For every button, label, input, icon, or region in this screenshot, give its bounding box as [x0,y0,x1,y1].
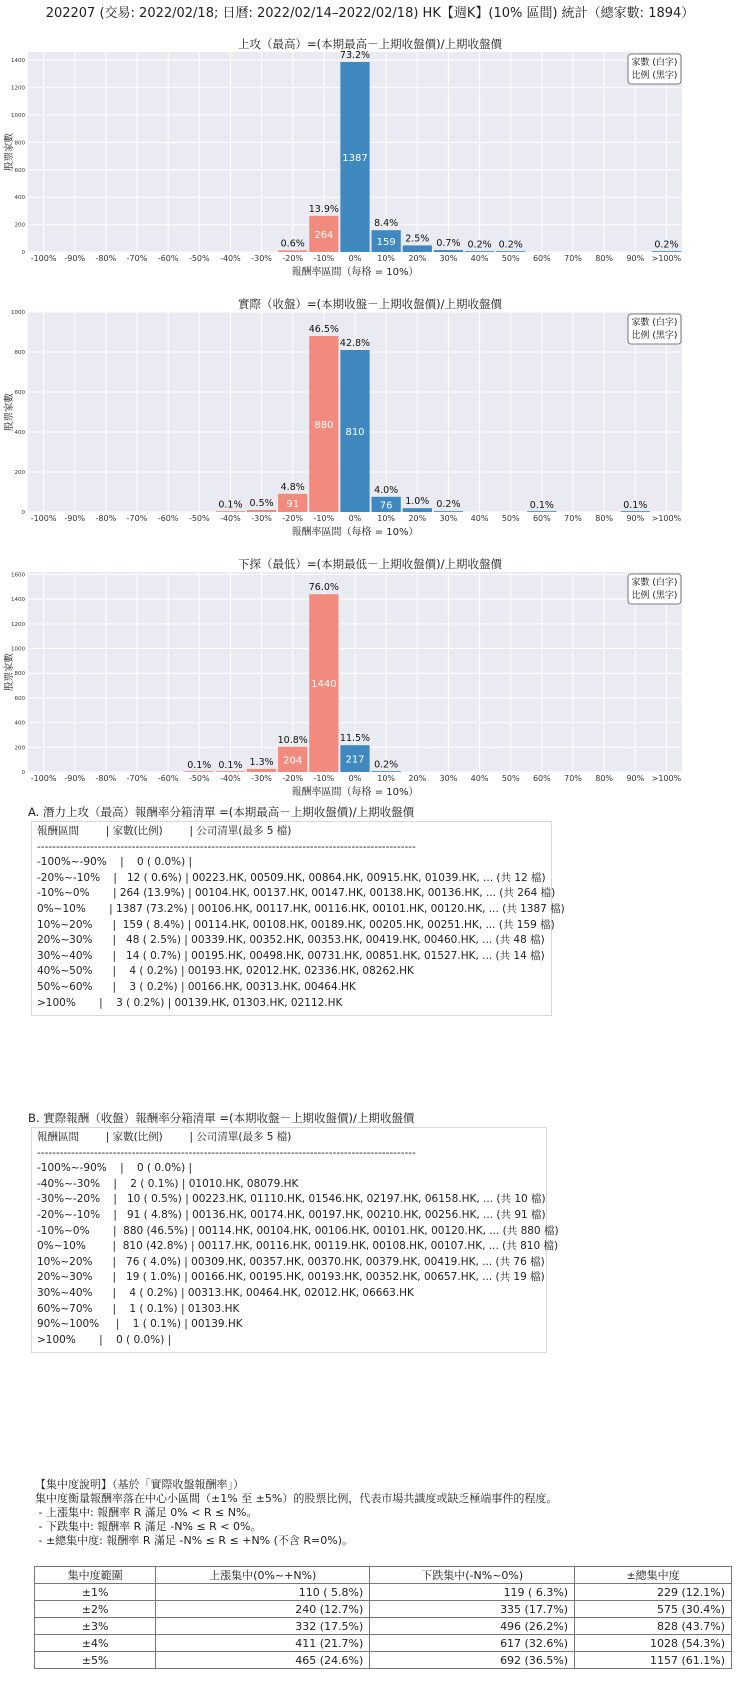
section-a-line: 10%~20% | 159 ( 8.4%) | 00114.HK, 00108.HK, 00189.HK, 00205.HK, 00251.HK, ... (共 159 檔) [37,918,555,931]
table-header-cell: ±總集中度 [575,1567,732,1584]
table-cell: ±2% [35,1601,156,1618]
x-tick-label: 0% [348,774,362,783]
x-tick-label: -90% [64,774,86,783]
section-b-line: -40%~-30% | 2 ( 0.1%) | 01010.HK, 08079.HK [37,1177,299,1190]
section-b-line: 報酬區間 | 家數(比例) | 公司清單(最多 5 檔) [37,1131,292,1143]
bar-percent-label: 42.8% [339,338,371,349]
bar-percent-label: 4.8% [280,481,305,493]
x-tick-label: -100% [30,774,57,783]
y-tick-label: 400 [14,720,25,727]
y-tick-label: 1000 [11,646,25,653]
x-tick-label: -70% [126,254,148,263]
bar [403,245,432,252]
x-tick-label: 10% [377,254,396,263]
concentration-explanation [35,1478,557,1548]
table-header-cell: 上漲集中(0%~+N%) [156,1567,370,1584]
x-tick-label: 50% [501,774,520,783]
section-b-line: -100%~-90% | 0 ( 0.0%) | [37,1162,193,1175]
legend-text: 家數 (白字) [631,578,678,588]
section-b-line: -10%~0% | 880 (46.5%) | 00114.HK, 00104.HK, 00106.HK, 00101.HK, 00120.HK, ... (共 880 檔) [37,1224,559,1237]
bar [247,769,276,772]
y-tick-label: 200 [14,222,25,229]
x-tick-label: -20% [282,514,304,523]
x-tick-label: -100% [30,254,57,263]
x-tick-label: 50% [501,254,520,263]
bar [216,771,245,772]
bar [465,251,494,252]
chart-legend [628,314,681,344]
section-a-line: 報酬區間 | 家數(比例) | 公司清單(最多 5 檔) [37,825,292,837]
x-tick-label: 50% [501,514,520,523]
bar-percent-label: 0.2% [467,239,492,251]
bar [434,511,463,512]
x-tick-label: -80% [95,774,117,783]
y-tick-label: 400 [14,195,25,202]
x-tick-label: >100% [651,514,682,523]
y-tick-label: 800 [14,140,25,147]
x-tick-label: -10% [313,774,335,783]
table-cell: 229 (12.1%) [575,1584,732,1601]
y-tick-label: 600 [14,167,25,174]
bar [216,511,245,512]
bar-percent-label: 0.5% [249,498,274,509]
x-tick-label: 20% [408,254,427,263]
x-tick-label: -10% [313,514,335,523]
section-b-line: 0%~10% | 810 (42.8%) | 00117.HK, 00116.HK, 00119.HK, 00108.HK, 00107.HK, ... (共 810 檔) [37,1240,559,1253]
x-tick-label: 30% [439,514,458,523]
x-tick-label: -100% [30,514,57,523]
section-a-line: 50%~60% | 3 ( 0.2%) | 00166.HK, 00313.HK, 00464.HK [37,980,356,993]
table-cell: ±4% [35,1635,156,1652]
bar-count-label: 1387 [342,153,368,164]
y-tick-label: 1400 [11,597,25,604]
x-tick-label: 40% [470,514,489,523]
x-tick-label: 80% [595,774,614,783]
x-tick-label: >100% [651,254,682,263]
y-tick-label: 800 [14,671,25,678]
section-a-line: >100% | 3 ( 0.2%) | 00139.HK, 01303.HK, 02112.HK [37,996,343,1009]
x-tick-label: 10% [377,774,396,783]
section-a-line: ---------------------------------------------------------------------------------------------------- [37,840,416,853]
x-axis-label: 報酬率區間（每格 = 10%） [291,787,419,798]
x-tick-label: -70% [126,774,148,783]
table-cell: 828 (43.7%) [575,1618,732,1635]
x-tick-label: 30% [439,254,458,263]
bar-percent-label: 0.1% [218,499,243,511]
x-tick-label: -50% [188,514,210,523]
x-tick-label: 90% [626,514,645,523]
section-b-line: -20%~-10% | 91 ( 4.8%) | 00136.HK, 00174.HK, 00197.HK, 00210.HK, 00256.HK, ... (共 91 檔) [37,1208,546,1221]
x-tick-label: -60% [157,514,179,523]
bar-percent-label: 0.6% [280,238,305,250]
table-row [35,1618,732,1635]
bar [372,771,401,772]
x-tick-label: 10% [377,514,396,523]
bar-percent-label: 76.0% [308,582,339,594]
x-tick-label: -70% [126,514,148,523]
section-b-line: >100% | 0 ( 0.0%) | [37,1333,172,1346]
explanation-line: - 下跌集中: 報酬率 R 滿足 -N% ≤ R < 0%。 [35,1520,262,1533]
section-a-line: 0%~10% | 1387 (73.2%) | 00106.HK, 00117.HK, 00116.HK, 00101.HK, 00120.HK, ... (共 1387 檔) [37,902,565,915]
bar-count-label: 1440 [311,679,337,691]
section-b-list [31,1127,559,1353]
section-a-line: -20%~-10% | 12 ( 0.6%) | 00223.HK, 00509.HK, 00864.HK, 00915.HK, 01039.HK, ... (共 12 檔) [37,871,546,884]
y-tick-label: 0 [21,250,25,256]
x-tick-label: -20% [282,254,304,263]
legend-text: 家數 (白字) [631,58,678,68]
bar-percent-label: 0.2% [654,239,679,251]
page-title: 202207 (交易: 2022/02/18; 日曆: 2022/02/14–2022/02/18) HK【週K】(10% 區間) 統計（總家數: 1894） [45,6,695,21]
explanation-line: - ±總集中度: 報酬率 R 滿足 -N% ≤ R ≤ +N% (不含 R=0%)。 [35,1534,354,1547]
table-cell: 411 (21.7%) [156,1635,370,1652]
x-tick-label: 60% [532,514,551,523]
chart-title: 實際（收盤）=(本期收盤－上期收盤價)/上期收盤價 [238,297,502,311]
bar-percent-label: 73.2% [339,50,371,61]
concentration-table [34,1566,732,1669]
bar-count-label: 159 [376,237,396,249]
section-b-line: 60%~70% | 1 ( 0.1%) | 01303.HK [37,1302,240,1315]
table-cell: 465 (24.6%) [156,1652,370,1669]
x-tick-label: -40% [220,254,241,263]
section-a-list [31,821,565,1016]
bar-percent-label: 0.2% [498,239,523,251]
x-tick-label: -80% [95,514,117,523]
legend-text: 家數 (白字) [631,318,678,328]
x-tick-label: 80% [595,254,614,263]
bar-percent-label: 10.8% [277,734,308,746]
bar [621,511,650,512]
table-cell: 1028 (54.3%) [575,1635,732,1652]
explanation-line: - 上漲集中: 報酬率 R 滿足 0% < R ≤ N%。 [35,1506,258,1519]
x-tick-label: 20% [408,774,427,783]
bar-count-label: 217 [345,754,365,766]
chart-legend [628,54,681,84]
y-tick-label: 1200 [11,85,25,92]
x-tick-label: -50% [188,774,210,783]
table-cell: 240 (12.7%) [156,1601,370,1618]
x-tick-label: >100% [651,774,682,783]
bar-count-label: 204 [283,755,303,767]
y-tick-label: 400 [14,430,25,436]
y-tick-label: 1200 [11,621,25,628]
y-tick-label: 200 [14,745,25,752]
x-tick-label: 90% [626,254,645,263]
bar-count-label: 91 [286,498,300,510]
x-tick-label: 70% [564,254,582,263]
bar-percent-label: 11.5% [339,733,371,745]
y-tick-label: 0 [21,510,25,516]
chart-legend [628,574,681,604]
bar-percent-label: 0.7% [436,238,461,250]
x-tick-label: -10% [313,254,335,263]
section-b-line: 30%~40% | 4 ( 0.2%) | 00313.HK, 00464.HK, 02012.HK, 06663.HK [37,1286,414,1299]
upside-high-chart [0,34,740,280]
table-header-cell: 集中度範圍 [35,1567,156,1584]
y-tick-label: 1000 [11,113,25,120]
downside-low-chart [0,554,740,800]
table-cell: 575 (30.4%) [575,1601,732,1618]
x-axis-label: 報酬率區間（每格 = 10%） [291,527,419,538]
table-cell: ±1% [35,1584,156,1601]
bar [185,771,214,772]
table-cell: 119 ( 6.3%) [370,1584,575,1601]
x-tick-label: -80% [95,254,117,263]
table-cell: 332 (17.5%) [156,1618,370,1635]
bar [527,511,556,512]
section-a-line: 20%~30% | 48 ( 2.5%) | 00339.HK, 00352.HK, 00353.HK, 00419.HK, 00460.HK, ... (共 48 檔) [37,934,545,947]
y-tick-label: 600 [14,695,25,702]
table-cell: 335 (17.7%) [370,1601,575,1618]
bar-count-label: 76 [379,500,393,512]
concentration-table-header [35,1567,732,1584]
x-axis-label: 報酬率區間（每格 = 10%） [291,267,419,278]
y-axis-label: 股票家數 [4,132,15,172]
x-tick-label: -30% [251,514,272,523]
y-tick-label: 200 [14,470,25,476]
y-tick-label: 800 [14,350,25,356]
x-tick-label: -50% [188,254,210,263]
bar-percent-label: 13.9% [308,203,339,215]
x-tick-label: 70% [564,514,582,523]
x-tick-label: -30% [251,774,272,783]
table-row [35,1584,732,1601]
y-tick-label: 1600 [11,572,25,579]
section-b-line: 10%~20% | 76 ( 4.0%) | 00309.HK, 00357.HK, 00370.HK, 00379.HK, 00419.HK, ... (共 76 檔) [37,1255,545,1268]
explanation-line: 集中度衡量報酬率落在中心小區間（±1% 至 ±5%）的股票比例，代表市場共識度或缺乏極端事件的程度。 [35,1492,558,1505]
table-cell: 617 (32.6%) [370,1635,575,1652]
x-tick-label: -90% [64,254,86,263]
x-tick-label: -30% [251,254,272,263]
x-tick-label: 40% [470,774,489,783]
bar-percent-label: 0.2% [374,759,399,771]
x-tick-label: 30% [439,774,458,783]
x-tick-label: 90% [626,774,645,783]
x-tick-label: 20% [408,514,427,523]
table-cell: 1157 (61.1%) [575,1652,732,1669]
section-b-line: -30%~-20% | 10 ( 0.5%) | 00223.HK, 01110.HK, 01546.HK, 02197.HK, 06158.HK, ... (共 10 檔) [37,1193,546,1206]
table-cell: ±5% [35,1652,156,1669]
x-tick-label: -20% [282,774,304,783]
bar-percent-label: 0.1% [529,499,554,511]
y-tick-label: 0 [21,770,25,776]
section-a-line: -10%~0% | 264 (13.9%) | 00104.HK, 00137.HK, 00147.HK, 00138.HK, 00136.HK, ... (共 264 檔) [37,887,556,900]
table-header-cell: 下跌集中(-N%~0%) [370,1567,575,1584]
table-cell: 692 (36.5%) [370,1652,575,1669]
bar-percent-label: 0.2% [436,499,461,511]
bar [496,251,525,252]
section-b-line: 20%~30% | 19 ( 1.0%) | 00166.HK, 00195.HK, 00193.HK, 00352.HK, 00657.HK, ... (共 19 檔) [37,1271,545,1284]
bar-percent-label: 2.5% [405,233,430,245]
bar-count-label: 810 [345,427,365,438]
x-tick-label: 80% [595,514,614,523]
y-tick-label: 1000 [11,310,25,316]
x-tick-label: 60% [532,774,551,783]
x-tick-label: -90% [64,514,86,523]
section-b-heading: B. 實際報酬（收盤）報酬率分箱清單 =(本期收盤－上期收盤價)/上期收盤價 [28,1111,415,1125]
section-b-line: 90%~100% | 1 ( 0.1%) | 00139.HK [37,1318,243,1331]
bar-percent-label: 1.0% [405,496,430,508]
section-b-line: ---------------------------------------------------------------------------------------------------- [37,1146,416,1159]
table-cell: ±3% [35,1618,156,1635]
table-row [35,1601,732,1618]
x-tick-label: 0% [348,514,362,523]
table-cell: 496 (26.2%) [370,1618,575,1635]
legend-text: 比例 (黑字) [631,591,678,601]
explanation-line: 【集中度說明】（基於「實際收盤報酬率」） [35,1478,244,1491]
bar [434,250,463,252]
section-a-line: -100%~-90% | 0 ( 0.0%) | [37,856,193,869]
section-a-line: 40%~50% | 4 ( 0.2%) | 00193.HK, 02012.HK, 02336.HK, 08262.HK [37,965,414,978]
bar [247,510,276,512]
chart-title: 上攻（最高）=(本期最高－上期收盤價)/上期收盤價 [238,37,502,51]
x-tick-label: -60% [157,254,179,263]
x-tick-label: -40% [220,514,241,523]
table-row [35,1652,732,1669]
legend-text: 比例 (黑字) [631,71,678,81]
bar-percent-label: 0.1% [623,499,648,511]
bar [652,251,681,252]
bar-percent-label: 0.1% [187,759,212,771]
section-a-heading: A. 潛力上攻（最高）報酬率分箱清單 =(本期最高－上期收盤價)/上期收盤價 [28,805,415,819]
actual-close-chart [0,294,740,540]
y-axis-label: 股票家數 [4,392,15,432]
y-axis-label: 股票家數 [4,652,15,692]
x-tick-label: 0% [348,254,362,263]
bar-percent-label: 46.5% [308,324,339,335]
y-tick-label: 1400 [11,58,25,65]
x-tick-label: 60% [532,254,551,263]
chart-title: 下探（最低）=(本期最低－上期收盤價)/上期收盤價 [238,557,502,571]
legend-text: 比例 (黑字) [631,331,678,341]
x-tick-label: 40% [470,254,489,263]
bar [403,508,432,512]
table-row [35,1635,732,1652]
x-tick-label: 70% [564,774,582,783]
table-cell: 110 ( 5.8%) [156,1584,370,1601]
bar-count-label: 880 [314,420,334,431]
bar-percent-label: 0.1% [218,759,243,771]
bar-percent-label: 8.4% [374,218,399,230]
bar-percent-label: 4.0% [374,484,399,496]
section-a-line: 30%~40% | 14 ( 0.7%) | 00195.HK, 00498.HK, 00731.HK, 00851.HK, 01527.HK, ... (共 14 檔) [37,949,545,962]
y-tick-label: 600 [14,390,25,396]
bar [278,250,307,252]
x-tick-label: -40% [220,774,241,783]
bar-percent-label: 1.3% [249,756,274,768]
bar-count-label: 264 [314,229,334,241]
x-tick-label: -60% [157,774,179,783]
